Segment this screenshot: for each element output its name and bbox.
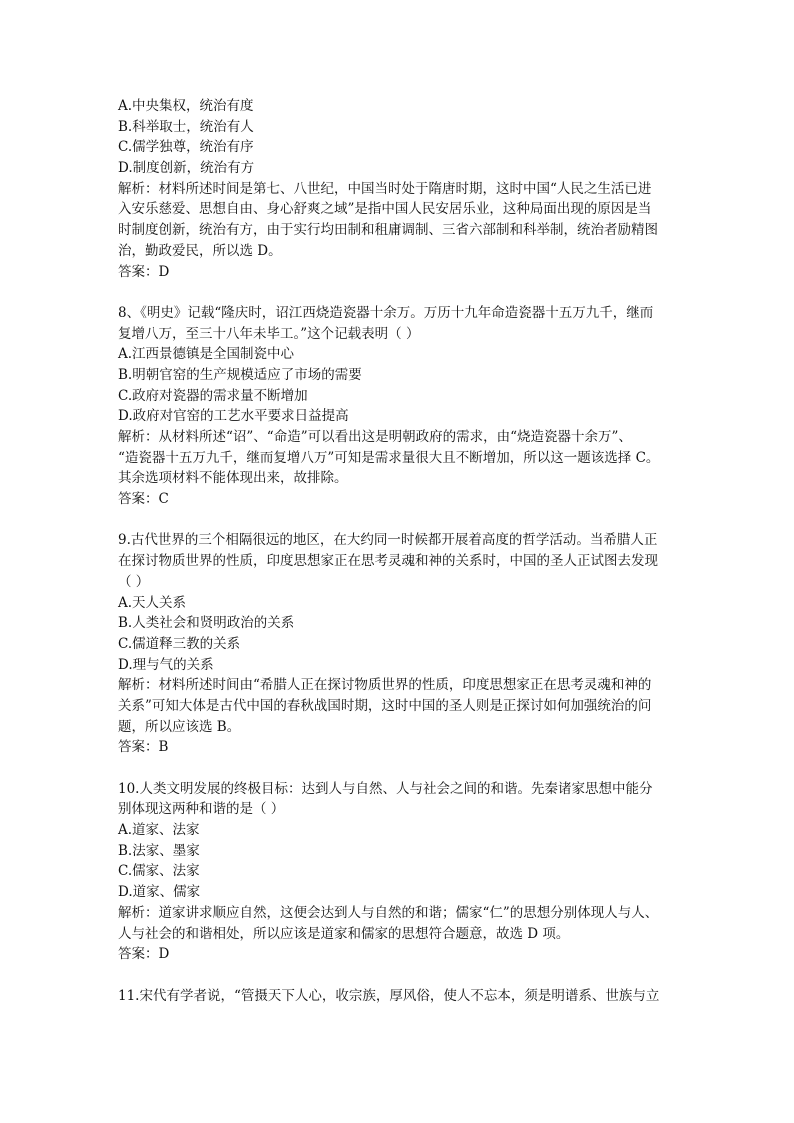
text-line: 题，所以应该选 B。 [118, 718, 241, 735]
text-line: 11.宋代有学者说，“管摄天下人心，收宗族，厚风俗，使人不忘本，须是明谱系、世族与立 [118, 987, 660, 1004]
paragraph-gap [118, 965, 678, 986]
text-line: 答案：D [118, 263, 170, 280]
text-line: 9.古代世界的三个相隔很远的地区，在大约同一时候都开展着高度的哲学活动。当希腊人正 [118, 532, 658, 549]
text-line: D.制度创新，统治有方 [118, 160, 255, 177]
text-line: 解析：材料所述时间是第七、八世纪，中国当时处于隋唐时期，这时中国“人民之生活已进 [118, 180, 652, 197]
text-line: A.中央集权，统治有度 [118, 98, 254, 114]
text-line: 关系”可知大体是古代中国的春秋战国时期，这时中国的圣人则是正探讨如何加强统治的问 [118, 697, 652, 714]
text-line: B.法家、墨家 [118, 842, 200, 859]
text-line: D.道家、儒家 [118, 884, 201, 901]
text-line: 人与社会的和谐相处，所以应该是道家和儒家的思想符合题意，故选 D 项。 [118, 925, 570, 942]
paragraph-gap [118, 758, 678, 779]
text-line: 其余选项材料不能体现出来，故排除。 [118, 470, 348, 487]
text-line: B.科举取士，统治有人 [118, 118, 254, 135]
text-line: 解析：材料所述时间由“希腊人正在探讨物质世界的性质，印度思想家正在思考灵魂和神的 [118, 677, 652, 694]
text-line: D.政府对官窑的工艺水平要求日益提高 [118, 408, 349, 425]
text-line: B.明朝官窑的生产规模适应了市场的需要 [118, 366, 362, 383]
text-line: C.政府对瓷器的需求量不断增加 [118, 387, 308, 404]
question-block [118, 530, 678, 758]
text-line: （ ） [118, 573, 150, 590]
paragraph-gap [118, 282, 678, 303]
text-line: 别体现这两种和谐的是（ ） [118, 801, 285, 818]
text-line: C.儒道释三教的关系 [118, 635, 241, 652]
text-line: A.江西景德镇是全国制瓷中心 [118, 346, 295, 363]
text-line: C.儒家、法家 [118, 863, 200, 880]
question-block [118, 303, 678, 510]
text-line: A.天人关系 [118, 594, 187, 611]
text-line: 复增八万，至三十八年未毕工。”这个记载表明（ ） [118, 325, 420, 342]
text-line: A.道家、法家 [118, 822, 200, 839]
document-page [118, 96, 678, 1006]
text-line: 答案：C [118, 491, 169, 508]
text-line: 在探讨物质世界的性质，印度思想家正在思考灵魂和神的关系时，中国的圣人正试图去发现 [118, 553, 658, 570]
text-line: B.人类社会和贤明政治的关系 [118, 615, 295, 632]
text-line: 10.人类文明发展的终极目标：达到人与自然、人与社会之间的和谐。先秦诸家思想中能分 [118, 780, 653, 797]
text-line: 答案：D [118, 946, 170, 963]
text-line: C.儒学独尊，统治有序 [118, 139, 254, 156]
text-line: 时制度创新，统治有方，由于实行均田制和租庸调制、三省六部制和科举制，统治者励精图 [118, 222, 658, 239]
text-line: 入安乐慈爱、思想自由、身心舒爽之域”是指中国人民安居乐业，这种局面出现的原因是当 [118, 201, 652, 218]
question-block [118, 986, 678, 1007]
question-block [118, 96, 678, 282]
text-line: 8、《明史》记载“隆庆时，诏江西烧造瓷器十余万。万历十九年命造瓷器十五万九千，继而 [118, 304, 654, 321]
text-line: “造瓷器十五万九千，继而复增八万”可知是需求量很大且不断增加，所以这一题该选择 C。 [118, 449, 660, 466]
text-line: 解析：从材料所述“诏”、“命造”可以看出这是明朝政府的需求，由“烧造瓷器十余万”、 [118, 429, 632, 445]
paragraph-gap [118, 510, 678, 531]
text-line: 解析：道家讲求顺应自然，这便会达到人与自然的和谐；儒家“仁”的思想分别体现人与人、 [118, 904, 659, 921]
question-block [118, 779, 678, 965]
text-line: D.理与气的关系 [118, 656, 214, 673]
text-line: 答案：B [118, 739, 169, 756]
text-line: 治，勤政爱民，所以选 D。 [118, 242, 282, 259]
